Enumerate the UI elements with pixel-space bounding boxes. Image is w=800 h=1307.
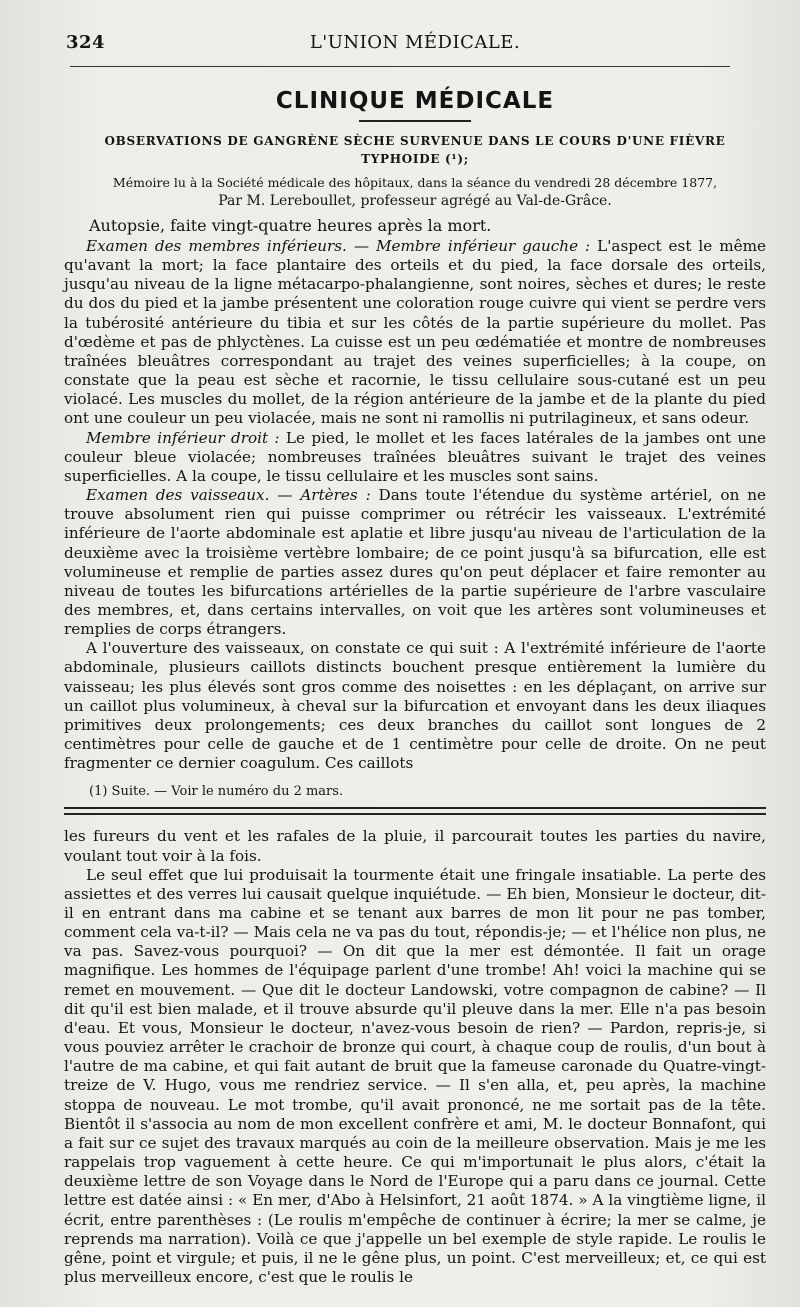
section-title-rule [359, 120, 471, 122]
article-title-line-1: OBSERVATIONS DE GANGRÈNE SÈCHE SURVENUE DANS LE COURS D'UNE FIÈVRE [104, 134, 726, 148]
running-head [64, 24, 766, 52]
paragraph-text: Le seul effet que lui produisait la tourmente était une fringale insatiable. La perte des assiettes et des verres lui causait quelque inquiétude. — Eh bien, Monsieur le docteur, dit-il en entrant dans ma cabine et se tenant aux barres de mon lit pour ne pas tomber, comment cela va-t-il? — Mais cela ne va pas du tout, répondis-je; — et l'hélice non plus, ne va pas. Savez-vous pourquoi? — On dit que la mer est démontée. Il fait un orage magnifique. Les hommes de l'équipage parlent d'une trombe! Ah! voici la machine qui se remet en mouvement. — Que dit le docteur Landowski, votre compagnon de cabine? — Il dit qu'il est bien malade, et il trouve absurde qu'il pleuve dans la mer. Elle n'a pas besoin d'eau. Et vous, Monsieur le docteur, n'avez-vous besoin de rien? — Pardon, repris-je, si vous pouviez arrêter le crachoir de bronze qui court, à chaque coup de roulis, d'un bout à l'autre de ma cabine, et qui fait autant de bruit que la fameuse caronade du Quatre-vingt-treize de V. Hugo, vous me rendriez service. — Il s'en alla, et, peu après, la machine stoppa de nouveau. Le mot trombe, qu'il avait prononcé, ne me sortait pas de la tête. Bientôt il s'associa au nom de mon excellent confrère et ami, M. le docteur Bonnafont, qui a fait sur ce sujet des travaux marqués au coin de la meilleure observation. Mais je me les rappelais trop vaguement à cette heure. Ce qui m'importunait le plus alors, c'était la deuxième lettre de son Voyage dans le Nord de l'Europe qui a paru dans ce journal. Cette lettre est datée ainsi : « En mer, d'Abo à Helsinfort, 21 août 1874. » A la vingtième ligne, il écrit, entre parenthèses : (Le roulis m'empêche de continuer à écrire; la mer se calme, je reprends ma narration). Voilà ce que j'appelle un bel exemple de style rapide. Le roulis le gêne, point et virgule; et puis, il ne le gêne plus, un point. C'est merveilleux; et, ce qui est plus merveilleux encore, c'est que le roulis le [64, 865, 766, 1286]
paragraph-lead: Examen des vaisseaux. — Artères : [86, 486, 371, 505]
paragraph-lead: Examen des membres inférieurs. — Membre inférieur gauche : [86, 237, 591, 255]
section-title: CLINIQUE MÉDICALE [275, 88, 555, 114]
feuilleton-paragraph-2 [64, 866, 766, 1287]
article-author: Par M. Lereboullet, professeur agrégé au Val-de-Grâce. [218, 193, 612, 209]
paragraph-text: les fureurs du vent et les rafales de la pluie, il parcourait toutes les parties du navire, voulant tout voir à la fois. [64, 827, 766, 865]
paragraph-text: L'aspect est le même qu'avant la mort; la face plantaire des orteils et du pied, la face dorsale des orteils, jusqu'au niveau de la ligne métacarpo-phalangienne, sont noires, sèches et dures; le reste du dos du pied et la jambe présentent une coloration rouge cuivre qui vient se perdre vers la tubérosité antérieure du tibia et sur les côtés de la partie supérieure du mollet. Pas d'œdème et pas de phlyctènes. La cuisse est un peu œdématiée et montre de nombreuses traînées bleuâtres correspondant au trajet des veines superficielles; à la coupe, on constate que la peau est sèche et racornie, le tissu cellulaire sous-cutané est un peu violacé. Les muscles du mollet, de la région antérieure de la jambe et de la plante du pied ont une couleur un peu violacée, mais ne sont ni ramollis ni putrilagineux, et sans odeur. [64, 237, 766, 428]
article-memo: Mémoire lu à la Société médicale des hôpitaux, dans la séance du vendredi 28 décembre 1877, [112, 175, 718, 190]
footnote: (1) Suite. — Voir le numéro du 2 mars. [89, 784, 344, 800]
paragraph-text: A l'ouverture des vaisseaux, on constate ce qui suit : A l'extrémité inférieure de l'aorte abdominale, plusieurs caillots distincts bouchent presque entièrement la lumière du vaisseau; les plus élevés sont gros comme des noisettes : en les déplaçant, on arrive sur un caillot plus volumineux, à cheval sur la bifurcation et envoyant dans les deux iliaques primitives deux prolongements; ces deux branches du caillot sont longues de 2 centimètres pour celle de gauche et de 1 centimètre pour celle de droite. On ne peut fragmenter ce dernier coagulum. Ces caillots [64, 639, 766, 773]
article-title [64, 132, 766, 168]
paragraph-text: Le pied, le mollet et les faces latérales de la jambes ont une couleur bleue violacée; nombreuses traînées bleuâtres suivant le trajet des veines superficielles. A la coupe, le tissu cellulaire et les muscles sont sains. [64, 428, 766, 485]
header-rule [70, 66, 730, 67]
journal-title: L'UNION MÉDICALE. [309, 32, 521, 53]
article-paragraph-2 [64, 429, 766, 486]
feuilleton-paragraph-1 [64, 827, 766, 865]
page-number: 324 [66, 32, 106, 53]
article-paragraph-4 [64, 639, 766, 773]
feuilleton-separator [64, 807, 766, 815]
paragraph-text: Dans toute l'étendue du système artériel, on ne trouve absolument rien qui puisse comprimer ou rétrécir les vaisseaux. L'extrémité inférieure de l'aorte abdominale est aplatie et libre jusqu'au niveau de l'articulation de la deuxième avec la troisième vertèbre lombaire; de ce point jusqu'à sa bifurcation, elle est volumineuse et remplie de parties assez dures qu'on peut déplacer et faire remonter au niveau de toutes les bifurcations artérielles de la partie supérieure de l'arbre vasculaire des membres, et, dans certains intervalles, on voit que les artères sont volumineuses et remplies de corps étrangers. [64, 486, 766, 639]
article-paragraph-1 [64, 237, 766, 429]
autopsy-heading: Autopsie, faite vingt-quatre heures après la mort. [89, 216, 492, 235]
paragraph-lead: Membre inférieur droit : [86, 428, 280, 447]
feuilleton [64, 827, 766, 1287]
article-paragraph-3 [64, 486, 766, 639]
article-title-line-2: TYPHOIDE (¹); [361, 152, 469, 166]
